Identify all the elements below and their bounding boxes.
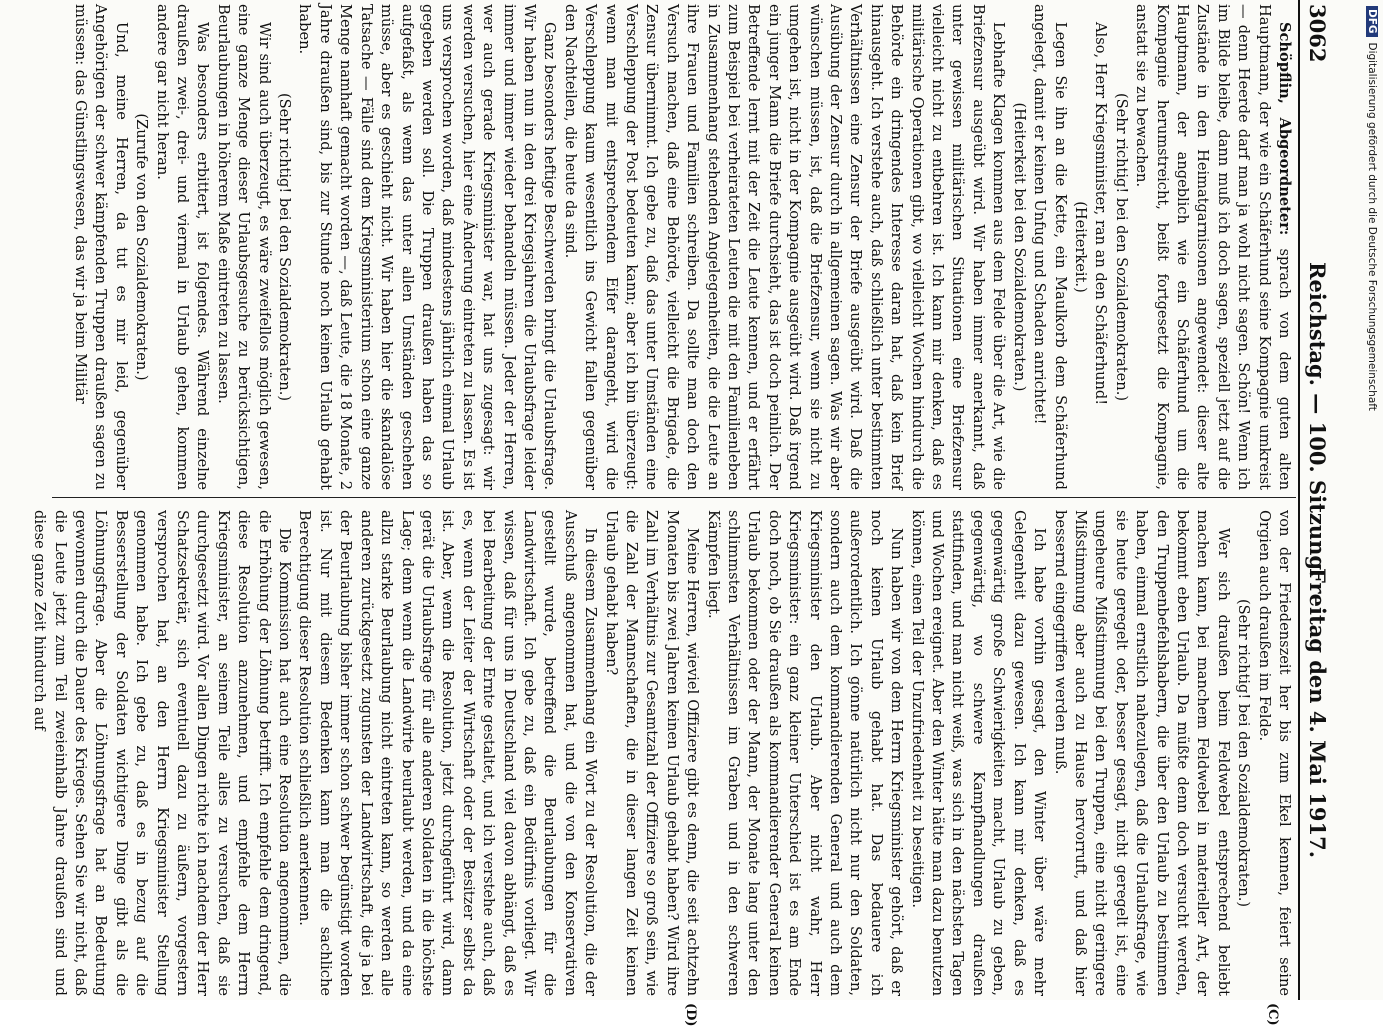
paragraph-text: Ganz besonders heftige Beschwerden bringt die Urlaubsfrage. Wir haben nun in den drei Kriegsjahren die Urlaubsfrage leider immer und immer wieder behandeln müssen. Jeder der Herren, wer auch gerade Kriegsminister war, hat uns zugesagt: wir werden versuchen, hier eine Änderung eintreten zu lassen. Es ist uns versprochen worden, daß mindestens jährlich einmal Urlaub gegeben werden soll. Die Truppen draußen haben das so aufgefaßt, als wenn das unter allen Umständen geschehen müsse, aber es geschieht nicht. Wir haben hier die skandalöse Tatsache — Fälle sind dem Kriegsministerium schon eine ganze Menge namhaft gemacht worden —, daß Leute, die 18 Monate, 2 Jahre draußen sind, bis zur Stunde noch keinen Urlaub gehabt haben. xyxy=(296,4,559,490)
paragraph-text: Meine Herren, wieviel Offiziere gibt es denn, die seit achtzehn Monaten bis zwei Jahren keinen Urlaub gehabt haben? Wird ihre Zahl im Verhältnis zur Gesamtzahl der Offiziere so groß sein, wie die Zahl der Mannschaften, die in dieser langen Zeit keinen Urlaub gehabt haben? xyxy=(602,510,702,996)
interjection xyxy=(1110,4,1130,490)
paragraph xyxy=(70,4,131,490)
text-column-left xyxy=(54,4,1294,490)
paragraph-text: Nun haben wir von dem Herrn Kriegsminister gehört, daß er noch keinen Urlaub gehabt hat. Das bedauere ich außerordentlich. Ich gönne natürlich nicht nur den Soldaten, sondern auch dem kommandierenden General und auch dem Kriegsminister den Urlaub. Aber nicht wahr, Herr Kriegsminister: ein ganz kleiner Unterschied ist es am Ende doch noch, ob Sie draußen als kommandierender General keinen Urlaub bekommen oder der Mann, der Monate lang unter den schlimmsten Verhältnissen im Graben und in den schweren Kämpfen liegt. xyxy=(704,510,906,996)
digitization-stamp xyxy=(1360,0,1383,1000)
paragraph-text: Wir sind auch überzeugt, es wäre zweifellos möglich gewesen, eine ganze Menge dieser Urlaubsgesuche zu berücksichtigen, Beurlaubungen in höherem Maße eintreten zu lassen. xyxy=(214,4,273,490)
paragraph xyxy=(1253,510,1294,996)
paragraph xyxy=(1049,510,1233,996)
column-divider xyxy=(52,497,1296,498)
paragraph xyxy=(600,510,702,996)
dfg-logo: DFG xyxy=(1366,6,1378,37)
page-number: 3062 xyxy=(1305,4,1330,63)
paragraph-text: Die Kommission hat auch eine Resolution angenommen, die die Erhöhung der Löhnung betrifft. Ich empfehle dem dringend, diese Resolution anzunehmen, und empfehle dem Herrn Kriegsminister, an seinem Teile alles zu versuchen, daß sie durchgesetzt wird. Vor allen Dingen richte ich nachdem der Herr Schatzsekretär, sich eventuell dazu zu äußern, vorgestern versprochen hat, an den Herrn Kriegsminister Stellung genommen habe. Ich gebe zu, daß es in bezug auf die Besserstellung der Soldaten wichtigere Dinge gibt als die Löhnungsfrage. Aber die Löhnungsfrage hat an Bedeutung gewonnen durch die Dauer des Krieges. Sehen Sie wir nicht, daß die Leute jetzt zum Teil zweieinhalb Jahre draußen sind und diese ganze Zeit hindurch auf xyxy=(31,510,294,996)
paragraph-text: (Sehr richtig! bei den Sozialdemokraten.) xyxy=(1112,92,1130,402)
text-column-right xyxy=(31,510,1294,996)
paragraph-text: Also, Herr Kriegsminister, ran an den Schäferhund! xyxy=(1092,22,1110,406)
paragraph-text: sprach von dem guten alten Hauptmann, der wie ein Schäferhund seine Kompagnie umkreist — denn Heerde darf man ja wohl nicht sagen. Schön! Wenn ich im Bilde bleibe, dann muß ich doch sagen, speziell jetzt auf die Zustände in den Heimatgarnisonen angewendet: dieser alte Hauptmann, der angeblich wie ein Schäferhund um die Kompagnie herumstreicht, beißt fortgesetzt die Kompagnie, anstatt sie zu bewachen. xyxy=(1133,4,1293,490)
paragraph-text: (Zurufe von den Sozialdemokraten.) xyxy=(133,113,151,381)
paragraph xyxy=(1131,4,1294,490)
paragraph-text: von der Friedenszeit her bis zum Ekel kennen, feiert seine Orgien auch draußen im Felde. xyxy=(1255,510,1293,996)
page-header xyxy=(1298,0,1338,1000)
rotated-newspaper-page xyxy=(31,0,1338,1027)
paragraph-text: Und, meine Herren, da tut es mir leid, gegenüber Angehörigen der schwer kämpfenden Truppen draußen sagen zu müssen: das Günstlingswesen, das wir ja beim Militär xyxy=(72,4,130,490)
interjection xyxy=(1233,510,1253,996)
margin-marker-d: (D) xyxy=(683,1003,698,1027)
paragraph xyxy=(294,510,600,996)
margin-marker-c: (C) xyxy=(1265,1003,1280,1026)
digitization-credit: Digitalisierung gefördert durch die Deutsche Forschungsgemeinschaft xyxy=(1366,42,1378,411)
paragraph xyxy=(1029,4,1070,490)
paragraph-text: (Sehr richtig! bei den Sozialdemokraten.) xyxy=(1235,598,1253,908)
header-title-left: Reichstag. — 100. Sitzung. xyxy=(1305,262,1330,578)
paragraph xyxy=(151,4,212,490)
paragraph-text: Ich habe vorhin gesagt, den Winter über wäre mehr Gelegenheit dazu gewesen. Ich kann mir denken, daß es gegenwärtig große Schwierigkeiten macht, Urlaub zu geben, gegenwärtig, wo schwere Kampfhandlungen draußen stattfinden, und man nicht weiß, was sich in den nächsten Tagen und Wochen ereignet. Aber den Winter hätte man dazu benutzen können, einen Teil der Unzufriedenheit zu beseitigen. xyxy=(908,510,1049,996)
paragraph xyxy=(212,4,273,490)
paragraph xyxy=(29,510,294,996)
paragraph xyxy=(294,4,559,490)
paragraph-text: Wer sich draußen beim Feldwebel entsprechend beliebt machen kann, bei manchem Feldwebel in materieller Art, der bekommt eben Urlaub. Da müßte denn doch versucht werden, den Truppenbefehlshabern, die über den Urlaub zu bestimmen haben, einmal ernstlich nahezulegen, daß die Urlaubsfrage, wie sie heute geregelt oder, besser gesagt, nicht geregelt ist, eine ungeheure Mißstimmung bei den Truppen, eine nicht geringere Mißstimmung aber auch zu Hause hervorruft, und daß hier bessernd eingegriffen werden muß. xyxy=(1051,510,1232,996)
paragraph xyxy=(1090,4,1110,490)
paragraph xyxy=(702,510,906,996)
paragraph-text: (Heiterkeit bei den Sozialdemokraten.) xyxy=(1010,102,1028,392)
interjection xyxy=(131,4,151,490)
header-date: Freitag den 4. Mai 1917. xyxy=(1305,568,1330,859)
paragraph-text: Lebhafte Klagen kommen aus dem Felde über die Art, wie die Briefzensur ausgeübt wird. Wir haben immer anerkannt, daß unter gewissen militärischen Situationen eine Briefzensur vielleicht nicht zu entbehren ist. Ich kann mir denken, daß es militärische Operationen gibt, wo vielleicht Wochen hindurch die Behörde ein dringendes Interesse daran hat, daß kein Brief hinausgeht. Ich verstehe auch, daß schließlich unter bestimmten Verhältnissen eine Zensur der Briefe ausgeübt wird. Daß die Ausübung der Zensur durch in allgemeinen sagen. Was wir aber wünschen müssen, ist, daß die Briefzensur, wenn sie nicht zu umgehen ist, nicht in der Kompagnie ausgeübt wird. Daß irgend ein junger Mann die Briefe durchsieht, das ist doch peinlich. Der Betreffende lernt mit der Zeit die Leute kennen, und er erfährt zum Beispiel bei verheirateten Leuten die mit den Familienleben in Zusammenhang stehenden Angelegenheiten, die die Leute an ihre Frauen und Familien schreiben. Da sollte man doch den Versuch machen, daß eine Behörde, vielleicht die Brigade, die Zensur übernimmt. Ich gebe zu, daß das unter Umständen eine Verschleppung der Post bedeuten kann; aber ich bin überzeugt: wenn man mit entsprechendem Eifer darangeht, wird die Verschleppung kaum wesentlich ins Gewicht fallen gegenüber den Nachteilen, die heute da sind. xyxy=(561,4,1008,490)
paragraph-text: Legen Sie ihn an die Kette, ein Maulkorb dem Schäferhund angelegt, damit er keinen Unfug und Schaden anrichtet! xyxy=(1031,4,1069,490)
interjection xyxy=(1070,4,1090,490)
interjection xyxy=(274,4,294,490)
interjection xyxy=(1008,4,1028,490)
paragraph-text: Was besonders erbittert, ist folgendes. Während einzelne draußen zwei-, drei- und viermal in Urlaub gehen, kommen andere gar nicht heran. xyxy=(153,4,212,490)
paragraph xyxy=(559,4,1008,490)
paragraph-text: (Sehr richtig! bei den Sozialdemokraten.) xyxy=(276,92,294,402)
speaker-name: Schöpflin, Abgeordneter: xyxy=(1276,22,1293,236)
paragraph-text: (Heiterkeit.) xyxy=(1071,201,1089,293)
paragraph-text: In diesem Zusammenhang ein Wort zu der Resolution, die der Ausschuß angenommen hat, und die von den Konservativen gestellt wurde, betreffend die Beurlaubungen für die Landwirtschaft. Ich gebe zu, daß ein Bedürfnis vorliegt. Wir wissen, daß für uns in Deutschland viel davon abhängt, daß es bei Bearbeitung der Ernte gestaltet, und ich verstehe auch, daß es, wenn der Leiter der Wirtschaft oder der Besitzer selbst da ist. Aber, wenn die Resolution, jetzt durchgeführt wird, dann gerät die Urlaubsfrage für alle anderen Soldaten in die höchste Lage; denn wenn die Landwirte beurlaubt werden, und da eine allzu starke Beurlaubung nicht eintreten kann, so werden alle anderen zurückgesetzt zugunsten der Landwirtschaft, die ja bei der Beurlaubung bisher immer schon schwer begünstigt worden ist. Nur mit diesem Bedenken kann man die sachliche Berechtigung dieser Resolution schließlich anerkennen. xyxy=(296,510,600,996)
paragraph xyxy=(906,510,1049,996)
